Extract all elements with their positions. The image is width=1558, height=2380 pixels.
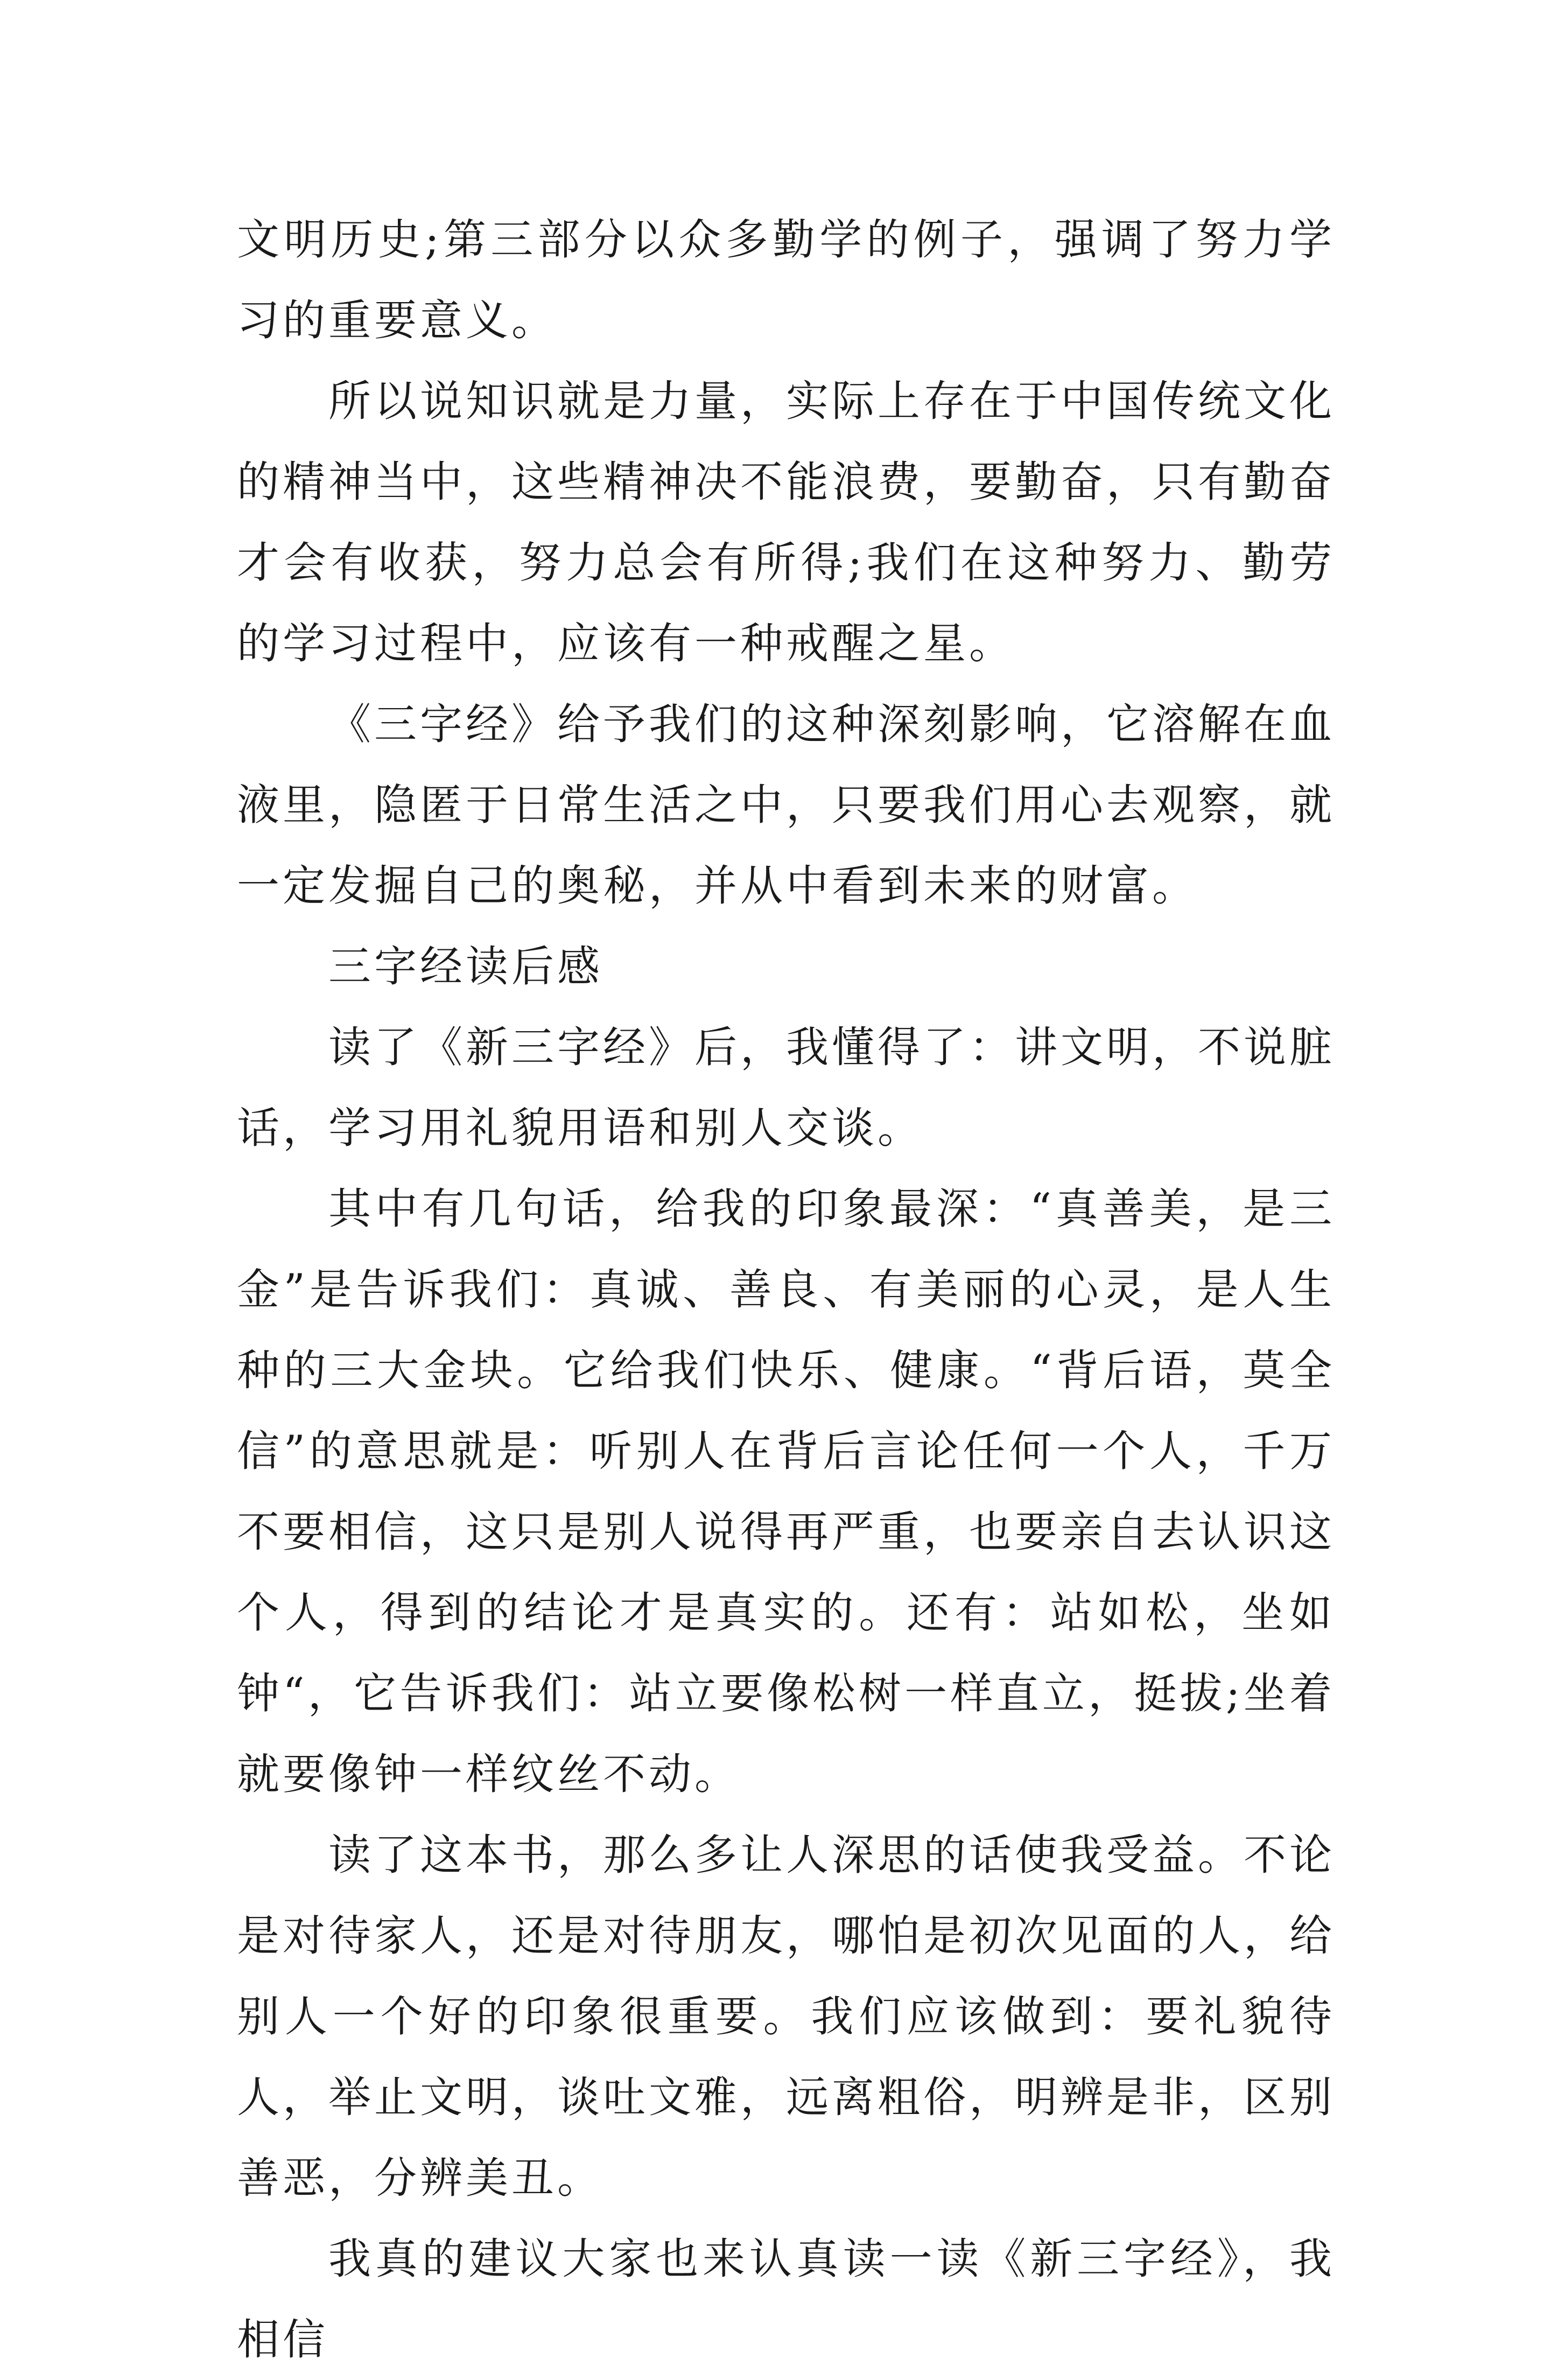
paragraph-3: 《三字经》给予我们的这种深刻影响，它溶解在血液里，隐匿于日常生活之中，只要我们用心去观察，就一定发掘自己的奥秘，并从中看到未来的财富。 — [237, 699, 1335, 911]
paragraph-7: 读了这本书，那么多让人深思的话使我受益。不论是对待家人，还是对待朋友，哪怕是初次见面的人，给别人一个好的印象很重要。我们应该做到：要礼貌待人，举止文明，谈吐文雅，远离粗俗，明辨是非，区别善恶，分辨美丑。 — [237, 1830, 1335, 2203]
paragraph-8: 我真的建议大家也来认真读一读《新三字经》，我相信 — [237, 2234, 1335, 2364]
document-body — [237, 199, 1335, 2380]
paragraph-5: 读了《新三字经》后，我懂得了：讲文明，不说脏话，学习用礼貌用语和别人交谈。 — [237, 1023, 1335, 1153]
paragraph-2: 所以说知识就是力量，实际上存在于中国传统文化的精神当中，这些精神决不能浪费，要勤奋，只有勤奋才会有收获，努力总会有所得;我们在这种努力、勤劳的学习过程中，应该有一种戒醒之星。 — [237, 376, 1335, 668]
section-heading: 三字经读后感 — [328, 942, 603, 991]
paragraph-6: 其中有几句话，给我的印象最深：“真善美，是三金”是告诉我们：真诚、善良、有美丽的心灵，是人生种的三大金块。它给我们快乐、健康。“背后语，莫全信”的意思就是：听别人在背后言论任何一个人，千万不要相信，这只是别人说得再严重，也要亲自去认识这个人，得到的结论才是真实的。还有：站如松，坐如钟“，它告诉我们：站立要像松树一样直立，挺拔;坐着就要像钟一样纹丝不动。 — [237, 1184, 1335, 1799]
paragraph-1: 文明历史;第三部分以众多勤学的例子，强调了努力学习的重要意义。 — [237, 215, 1335, 345]
